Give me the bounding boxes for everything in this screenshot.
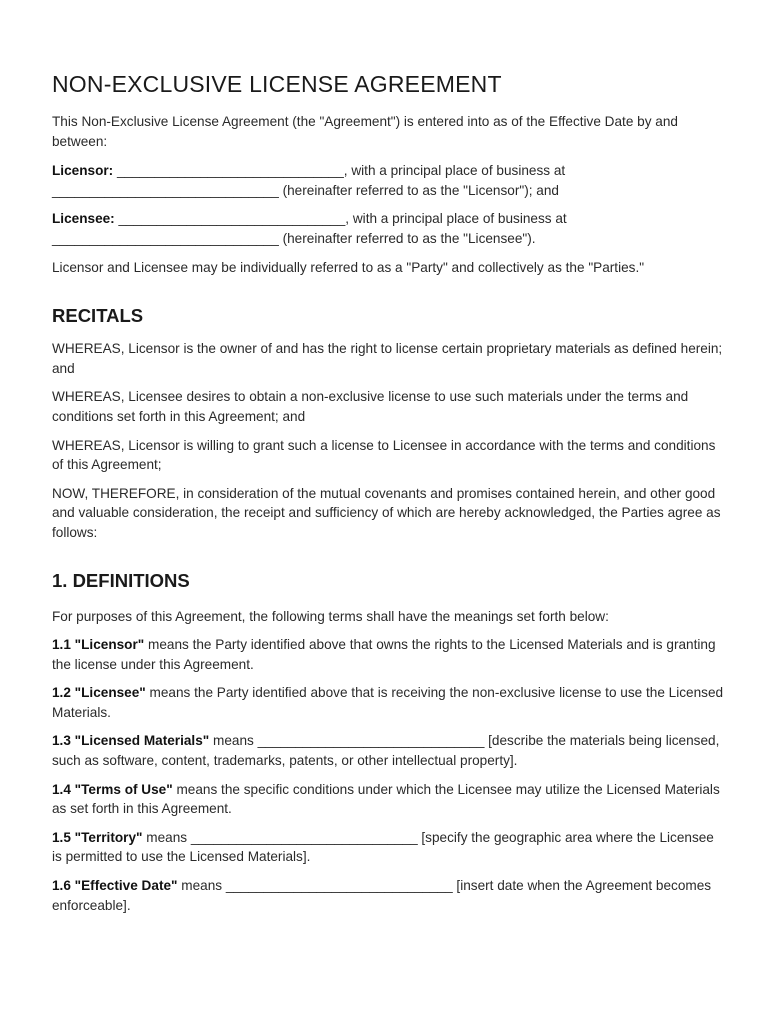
definition-text: means the Party identified above that owns the rights to the Licensed Materials and is granting the license under this Agreement.: [52, 637, 716, 672]
definition-item: [52, 876, 724, 915]
recitals-heading: RECITALS: [52, 305, 144, 327]
definition-item: [52, 683, 724, 722]
licensor-label: Licensor:: [52, 163, 114, 179]
definition-text: means ______________________________ [describe the materials being licensed, such as software, content, trademarks, patents, or other intellectual property].: [52, 733, 720, 769]
recital-paragraph: WHEREAS, Licensee desires to obtain a non-exclusive license to use such materials under the terms and conditions set forth in this Agreement; and: [52, 389, 689, 424]
definition-item: [52, 635, 724, 674]
document-title: NON-EXCLUSIVE LICENSE AGREEMENT: [52, 71, 502, 97]
definition-term: 1.5 "Territory": [52, 829, 143, 845]
licensee-text: ______________________________, with a principal place of business at ______________________________ (hereinafter referred to as the "Licensee").: [52, 211, 567, 246]
definition-term: 1.4 "Terms of Use": [52, 781, 173, 797]
definition-text: means ______________________________ [insert date when the Agreement becomes enforceable].: [52, 878, 712, 913]
definition-term: 1.6 "Effective Date": [52, 878, 178, 894]
definition-item: [52, 731, 724, 770]
intro-paragraph: This Non-Exclusive License Agreement (the "Agreement") is entered into as of the Effective Date by and between:: [52, 114, 678, 149]
definition-term: 1.1 "Licensor": [52, 637, 145, 653]
definition-term: 1.2 "Licensee": [52, 685, 146, 701]
definition-text: means the Party identified above that is receiving the non-exclusive license to use the Licensed Materials.: [52, 685, 724, 720]
definition-term: 1.3 "Licensed Materials": [52, 733, 210, 749]
licensee-paragraph: [52, 209, 724, 248]
document-page: [52, 70, 724, 915]
definitions-intro: For purposes of this Agreement, the following terms shall have the meanings set forth below:: [52, 608, 609, 624]
definitions-heading: 1. DEFINITIONS: [52, 569, 190, 591]
definition-item: [52, 828, 724, 867]
definition-text: means ______________________________ [specify the geographic area where the Licensee is permitted to use the Licensed Materials].: [52, 829, 714, 865]
recital-paragraph: WHEREAS, Licensor is the owner of and has the right to license certain proprietary materials as defined herein; and: [52, 341, 723, 376]
recital-paragraph: NOW, THEREFORE, in consideration of the mutual covenants and promises contained herein, and other good and valuable consideration, the receipt and sufficiency of which are hereby acknowledged, the Parties agree as follows:: [52, 485, 721, 540]
licensee-label: Licensee:: [52, 211, 115, 227]
recital-paragraph: WHEREAS, Licensor is willing to grant such a license to Licensee in accordance with the terms and conditions of this Agreement;: [52, 437, 716, 473]
definition-item: [52, 780, 724, 819]
licensor-paragraph: [52, 161, 724, 200]
definition-text: means the specific conditions under which the Licensee may utilize the Licensed Materials as set forth in this Agreement.: [52, 781, 720, 817]
licensor-text: ______________________________, with a principal place of business at ______________________________ (hereinafter referred to as the "Licensor"); and: [52, 163, 566, 198]
parties-paragraph: Licensor and Licensee may be individually referred to as a "Party" and collectively as the "Parties.": [52, 259, 645, 275]
